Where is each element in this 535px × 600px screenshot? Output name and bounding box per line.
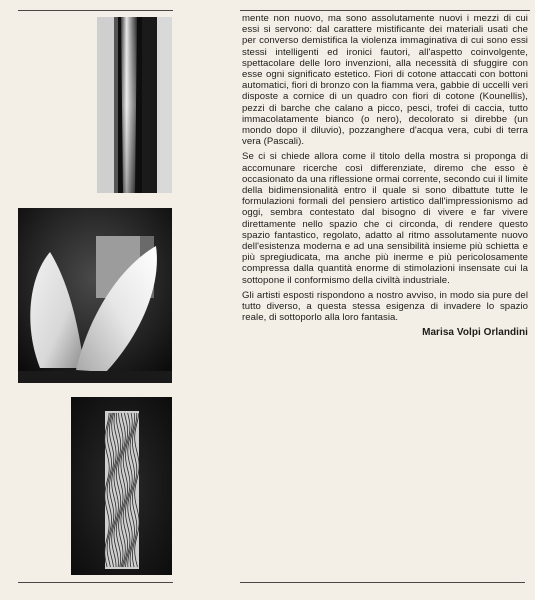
paragraph-3: Gli artisti esposti rispondono a nostro avviso, in modo sia pure del tutto diverso, a questa stessa esigenza di invadere lo spazio reale, di sottoporlo alla loro fantasia. [242,289,528,324]
top-rule-right [240,10,530,11]
photo-column-sculpture [97,17,172,193]
bottom-rule-right [240,582,525,583]
bottom-rule-left [18,582,173,583]
curved-sculpture-image [18,208,172,383]
paragraph-2: Se ci si chiede allora come il titolo della mostra si proponga di accomunare ricerche così differenziate, diremo che esso è occasionato da una riflessione ormai corrente, secondo cui il limite della bidimensionalità entro il quale si sono dibattute tutte le formulazioni formali del pensiero artistico dall'impressionismo ad oggi, sembra contestato dal bisogno di vivere e far vivere direttamente nello spazio che ci circonda, di rendere questo spazio fantastico, regolato, adatto al ritmo assolutamente nuovo dell'esistenza moderna e ad una sensibilità insieme più schietta e più spregiudicata, ma anche più inerme e più pericolosamente compressa dalla quantità enorme di stimolazioni insensate cui la sottopone il conformismo della civiltà industriale. [242,151,528,286]
top-rule-left [18,10,173,11]
column-sculpture-image [97,17,172,193]
photo-optical-relief [71,397,172,575]
author-signature: Marisa Volpi Orlandini [422,327,528,339]
article-text [242,13,528,339]
photo-curved-sculpture [18,208,172,383]
optical-relief-image [71,397,172,575]
paragraph-1: mente non nuovo, ma sono assolutamente nuovi i mezzi di cui essi si servono: dal carattere mistificante dei materiali usati che per converso demistifica la violenza immaginativa di cui sono essi stessi intelligenti ed ironici fautori, all'aspetto coinvolgente, spettacolare delle loro invenzioni, alla necessità di sfuggire con esse ogni significato estetico. Fiori di cotone attaccati con bottoni automatici, fiori di bronzo con la fiamma vera, gabbie di uccelli veri disposte a cornice di un quadro con fiori di cotone (Kounellis), pezzi di barche che calano a picco, pesci, trofei di caccia, tutto immacolatamente bianco (o nero), decolorato si direbbe (un mondo dopo il diluvio), pozzanghere d'acqua vera, cubi di terra vera (Pascali). [242,13,528,148]
